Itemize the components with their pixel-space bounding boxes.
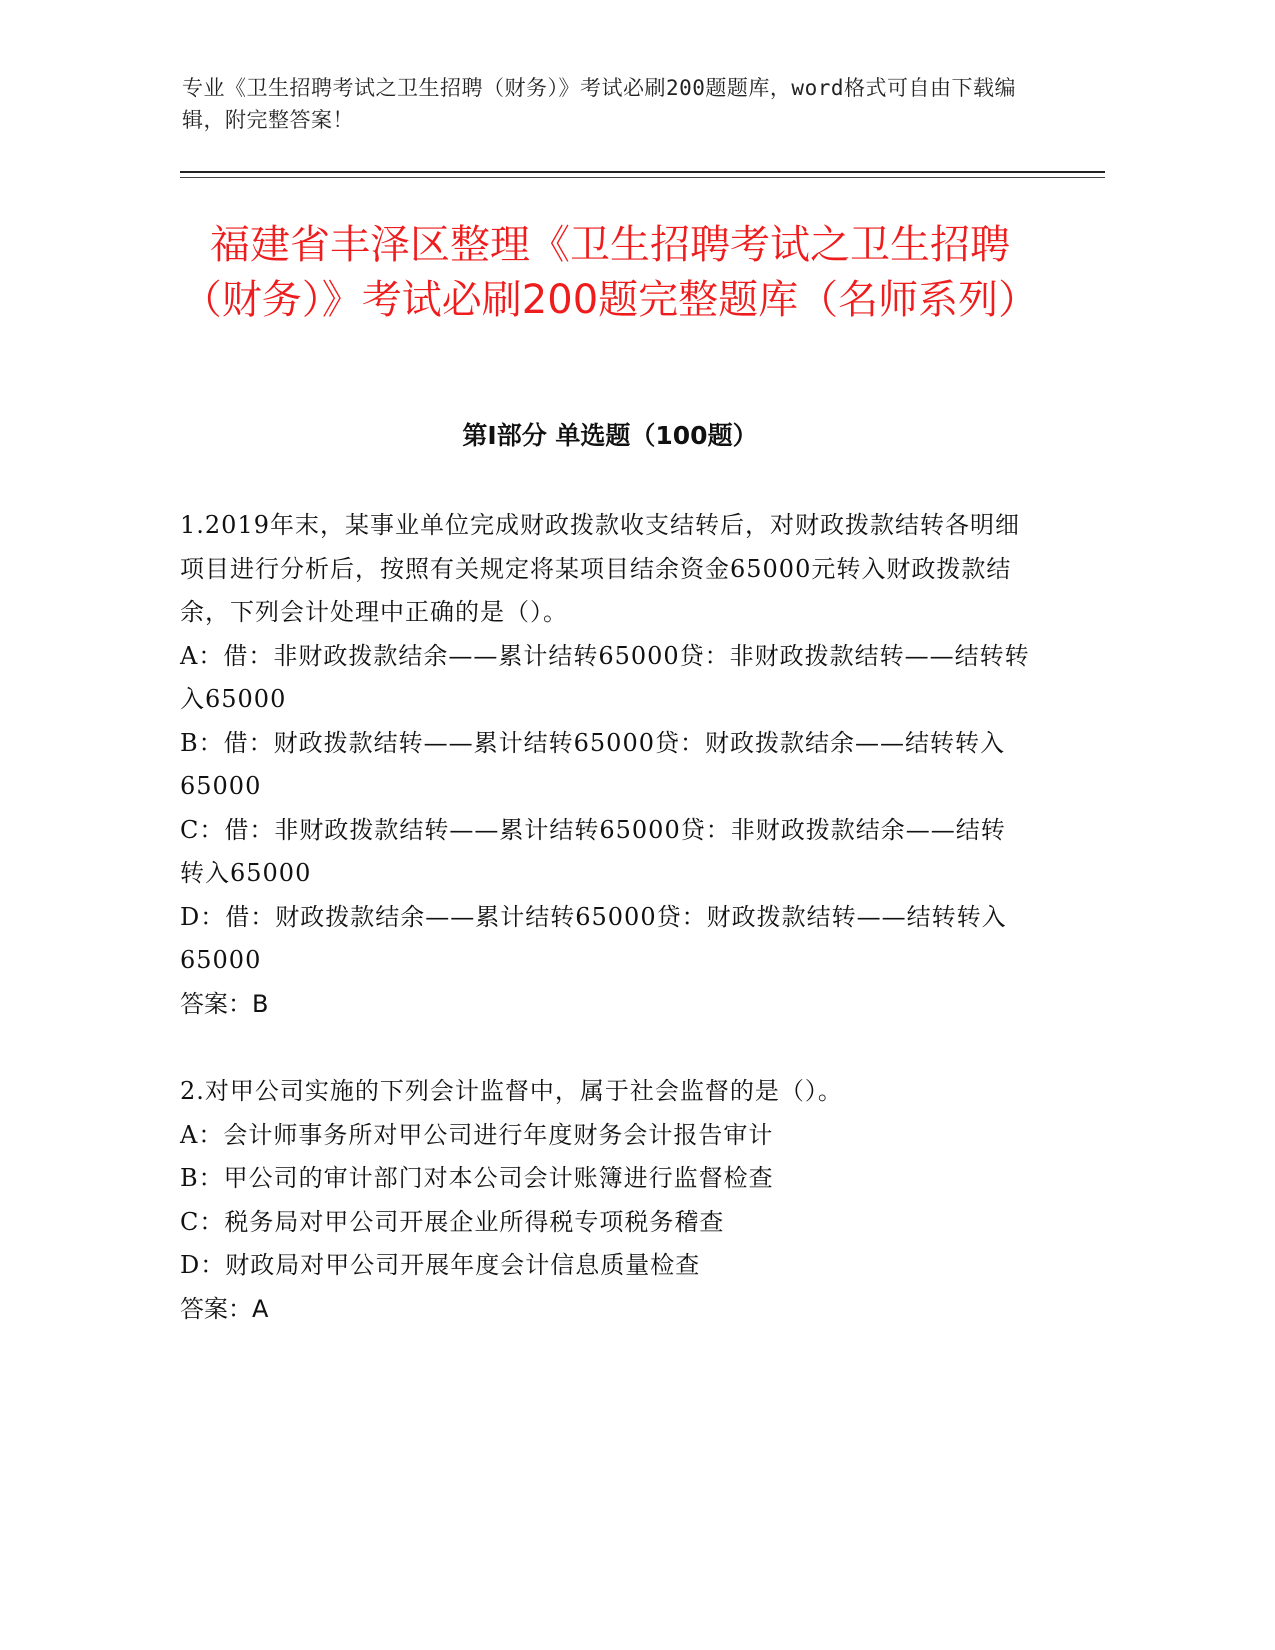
answer: 答案：A [180,1294,269,1323]
question-1 [180,504,1030,1026]
document-title: 福建省丰泽区整理《卫生招聘考试之卫生招聘（财务）》考试必刷200题完整题库（名师系列） [181,222,1039,323]
question-text: 1.2019年末，某事业单位完成财政拨款收支结转后，对财政拨款结转各明细项目进行分析后，按照有关规定将某项目结余资金65000元转入财政拨款结余，下列会计处理中正确的是（）。 [180,511,1020,626]
option-c: C：税务局对甲公司开展企业所得税专项税务稽查 [180,1207,725,1236]
section-heading: 第I部分 单选题（100题） [462,421,758,450]
option-a: A：借：非财政拨款结余——累计结转65000贷：非财政拨款结转——结转转入65000 [180,641,1030,713]
header-rule-thick [180,171,1105,173]
option-d: D：借：财政拨款结余——累计结转65000贷：财政拨款结转——结转转入65000 [180,902,1007,974]
option-d: D：财政局对甲公司开展年度会计信息质量检查 [180,1251,701,1279]
option-b: B：甲公司的审计部门对本公司会计账簿进行监督检查 [180,1164,774,1192]
question-text: 2.对甲公司实施的下列会计监督中，属于社会监督的是（）。 [180,1077,843,1105]
answer: 答案：B [180,989,269,1018]
header-rule-thin [180,177,1105,178]
question-2 [180,1070,1030,1331]
option-b: B：借：财政拨款结转——累计结转65000贷：财政拨款结余——结转转入65000 [180,728,1005,800]
option-c: C：借：非财政拨款结转——累计结转65000贷：非财政拨款结余——结转转入65000 [180,815,1006,887]
option-a: A：会计师事务所对甲公司进行年度财务会计报告审计 [180,1120,774,1149]
header-note: 专业《卫生招聘考试之卫生招聘（财务）》考试必刷200题题库，word格式可自由下载编辑，附完整答案！ [182,76,1016,132]
